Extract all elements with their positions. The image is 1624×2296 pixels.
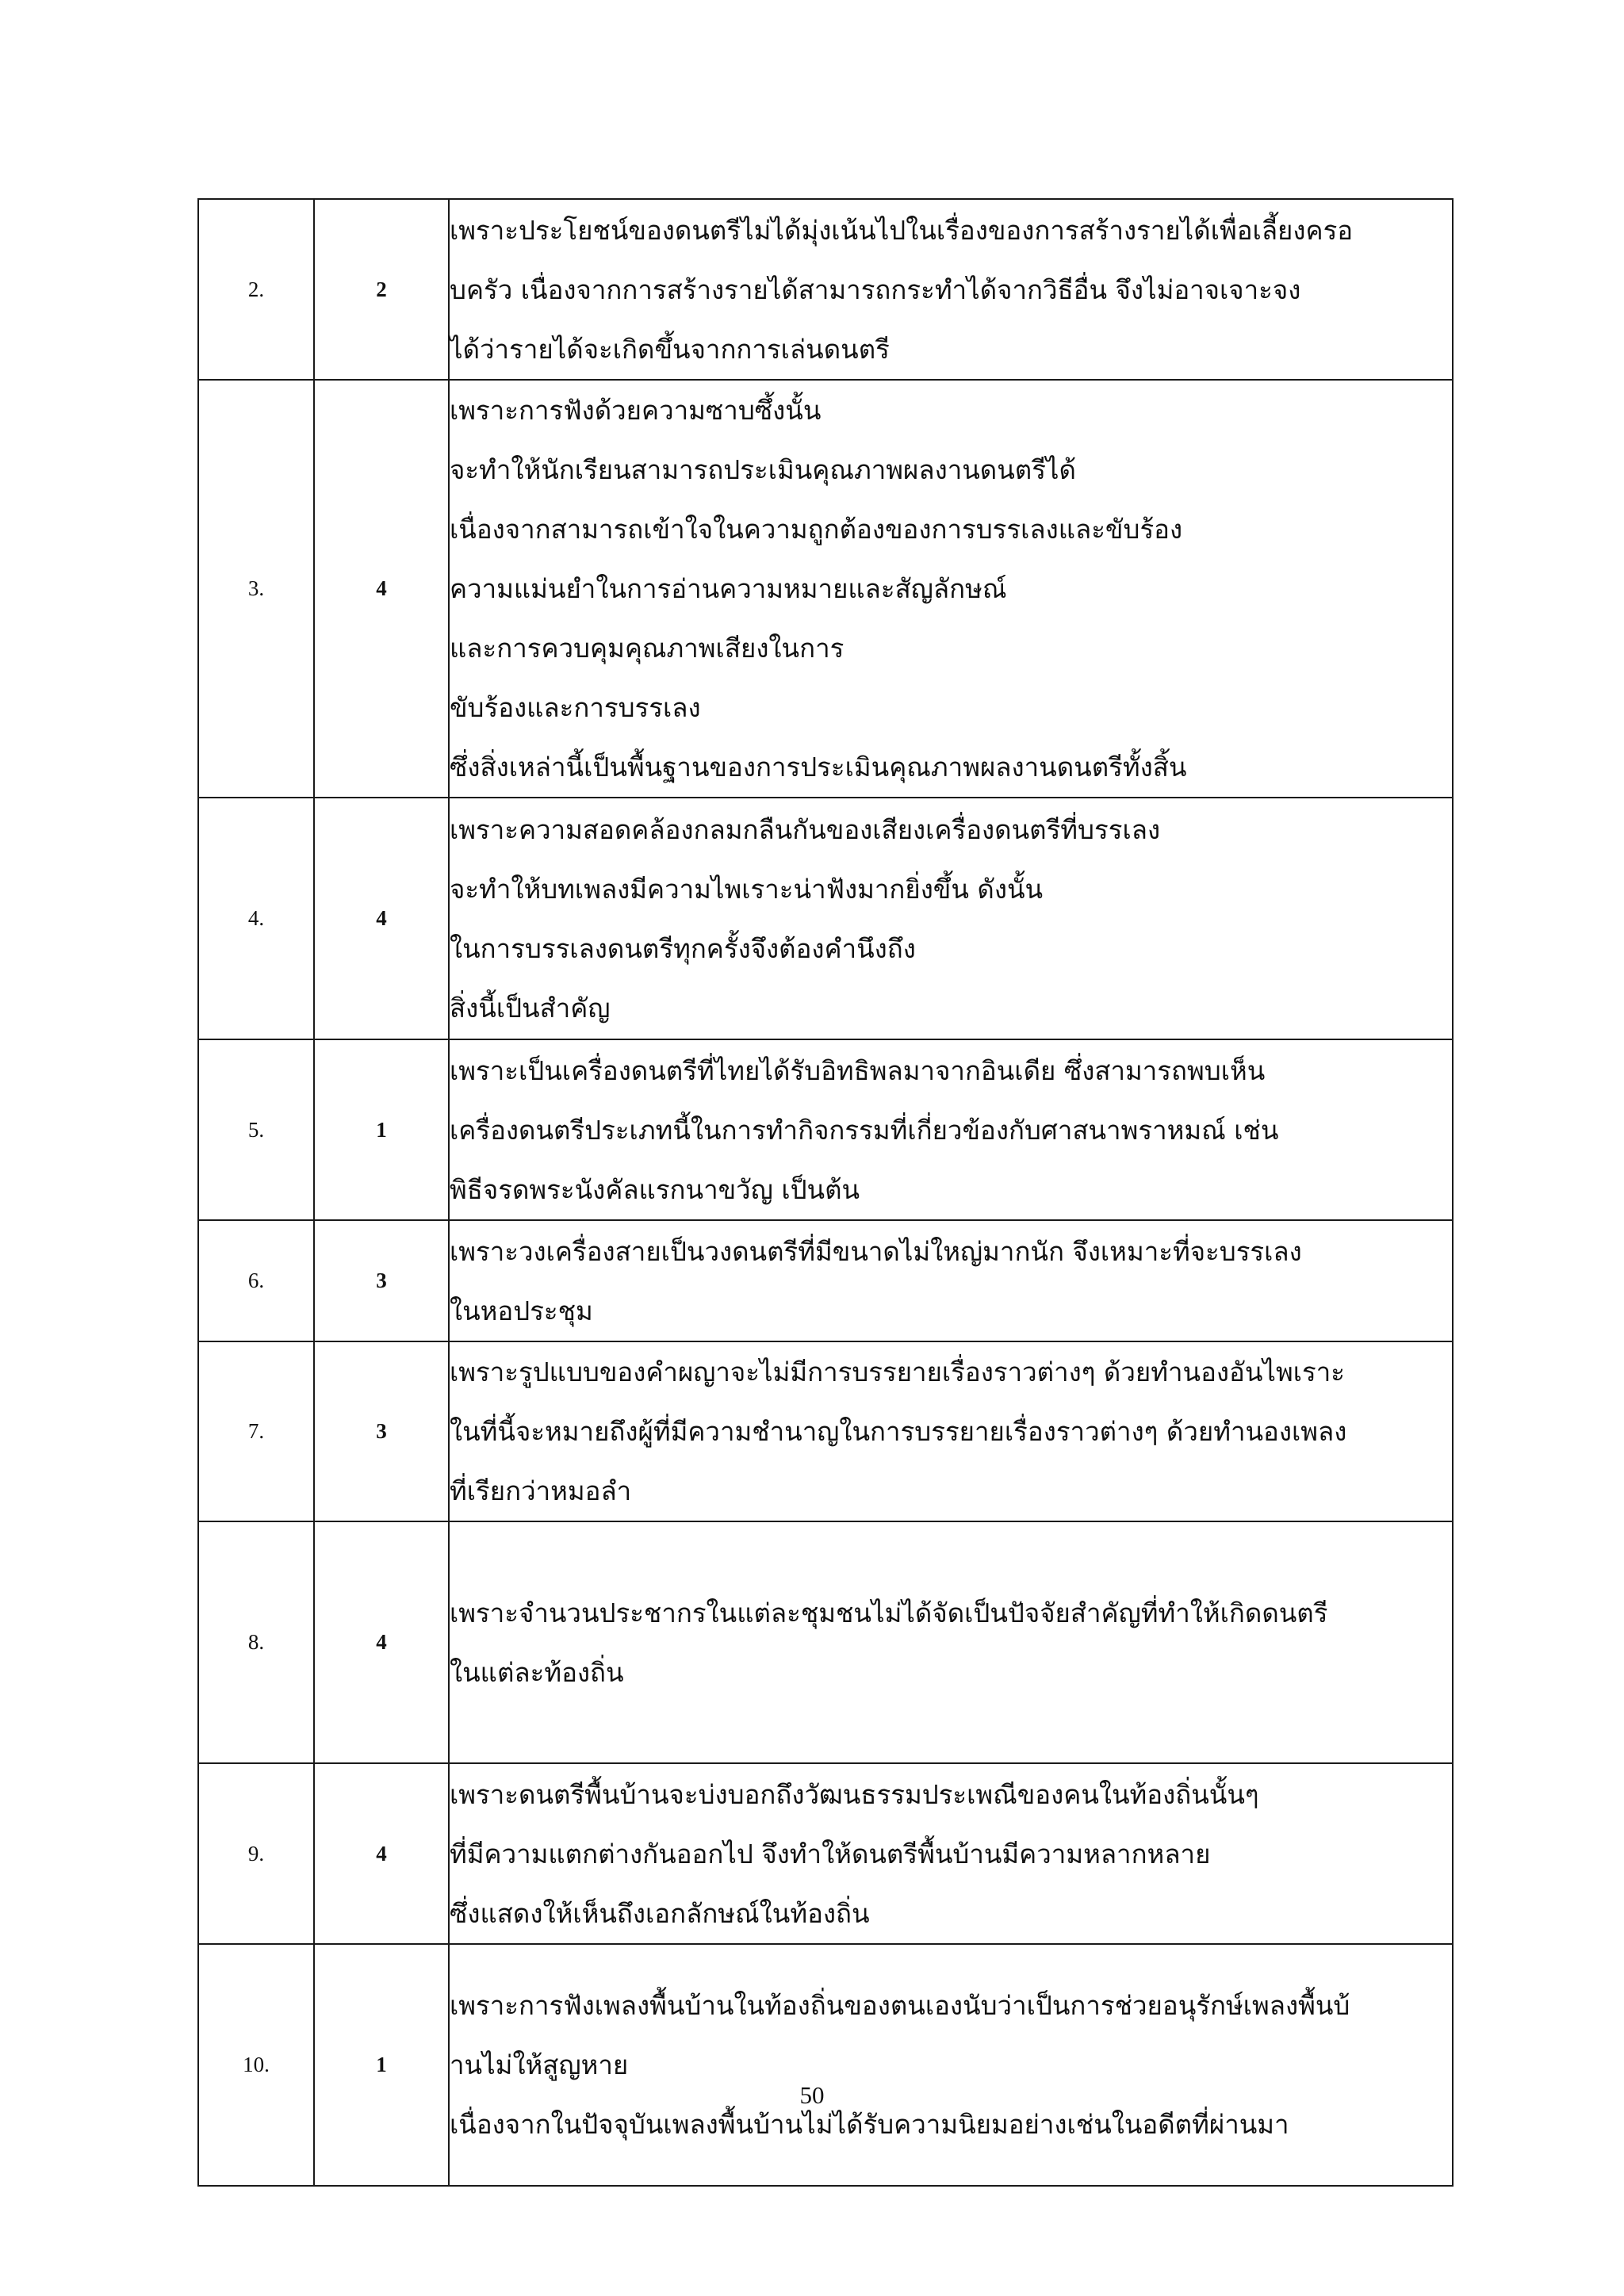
question-number-cell: 6. [198,1220,314,1341]
question-number-cell: 8. [198,1521,314,1763]
question-number-cell: 3. [198,380,314,798]
table-row [198,199,1453,380]
answer-explanation-table [197,198,1454,2187]
explanation-line: ในการบรรเลงดนตรีทุกครั้งจึงต้องคำนึงถึง [450,932,916,964]
explanation-line: ความแม่นยำในการอ่านความหมายและสัญลักษณ์ [450,573,1007,604]
question-number-cell: 7. [198,1341,314,1521]
answer-cell: 4 [314,380,449,798]
answer-cell: 2 [314,199,449,380]
explanation-line: ที่มีความแตกต่างกันออกไป จึงทำให้ดนตรีพื้นบ้านมีความหลากหลาย [450,1838,1211,1869]
explanation-line: ที่เรียกว่าหมอลำ [450,1475,632,1506]
table-row [198,1341,1453,1521]
explanation-line: เพราะการฟังเพลงพื้นบ้านในท้องถิ่นของตนเองนับว่าเป็นการช่วยอนุรักษ์เพลงพื้นบ้ [450,1990,1350,2021]
page-number: 50 [799,2081,825,2109]
explanation-line: ขับร้องและการบรรเลง [450,692,701,723]
explanation-line: เพราะจำนวนประชากรในแต่ละชุมชนไม่ได้จัดเป็นปัจจัยสำคัญที่ทำให้เกิดดนตรี [450,1597,1328,1628]
table-row [198,1763,1453,1944]
explanation-line: เพราะประโยชน์ของดนตรีไม่ได้มุ่งเน้นไปในเรื่องของการสร้างรายได้เพื่อเลี้ยงครอ [450,214,1354,246]
table-row [198,1944,1453,2186]
question-number-cell: 5. [198,1039,314,1220]
explanation-line: เพราะดนตรีพื้นบ้านจะบ่งบอกถึงวัฒนธรรมประเพณีของคนในท้องถิ่นนั้นๆ [450,1778,1259,1810]
answer-cell: 4 [314,798,449,1039]
question-number-cell: 4. [198,798,314,1039]
explanation-line: เครื่องดนตรีประเภทนี้ในการทำกิจกรรมที่เกี่ยวข้องกับศาสนาพราหมณ์ เช่น [450,1114,1279,1146]
explanation-line: เนื่องจากสามารถเข้าใจในความถูกต้องของการบรรเลงและขับร้อง [450,514,1183,545]
explanation-line: เพราะการฟังด้วยความซาบซึ้งนั้น [450,395,822,426]
explanation-line: ซึ่งสิ่งเหล่านี้เป็นพื้นฐานของการประเมินคุณภาพผลงานดนตรีทั้งสิ้น [450,752,1187,783]
question-number-cell: 10. [198,1944,314,2186]
explanation-line: และการควบคุมคุณภาพเสียงในการ [450,633,845,664]
answer-cell: 1 [314,1039,449,1220]
table-row [198,1039,1453,1220]
explanation-line: จะทำให้บทเพลงมีความไพเราะน่าฟังมากยิ่งขึ้น ดังนั้น [450,873,1044,905]
answer-cell: 4 [314,1521,449,1763]
question-number-cell: 9. [198,1763,314,1944]
explanation-line: ในที่นี้จะหมายถึงผู้ที่มีความชำนาญในการบรรยายเรื่องราวต่างๆ ด้วยทำนองเพลง [450,1416,1347,1447]
explanation-cell [449,380,1453,798]
explanation-cell [449,1039,1453,1220]
explanation-cell [449,199,1453,380]
table-row [198,1220,1453,1341]
table-row [198,1521,1453,1763]
explanation-line: ได้ว่ารายได้จะเกิดขึ้นจากการเล่นดนตรี [450,333,890,365]
table-row [198,798,1453,1039]
answer-cell: 4 [314,1763,449,1944]
explanation-cell [449,1220,1453,1341]
explanation-line: บครัว เนื่องจากการสร้างรายได้สามารถกระทำได้จากวิธีอื่น จึงไม่อาจเจาะจง [450,274,1301,305]
answer-cell: 3 [314,1220,449,1341]
explanation-line: ซึ่งแสดงให้เห็นถึงเอกลักษณ์ในท้องถิ่น [450,1897,870,1929]
explanation-line: เพราะความสอดคล้องกลมกลืนกันของเสียงเครื่องดนตรีที่บรรเลง [450,813,1161,845]
explanation-line: เพราะเป็นเครื่องดนตรีที่ไทยได้รับอิทธิพลมาจากอินเดีย ซึ่งสามารถพบเห็น [450,1054,1266,1086]
question-number-cell: 2. [198,199,314,380]
answer-cell: 3 [314,1341,449,1521]
explanation-line: สิ่งนี้เป็นสำคัญ [450,992,611,1024]
explanation-cell [449,1763,1453,1944]
explanation-line: ในหอประชุม [450,1295,593,1326]
explanation-cell [449,1341,1453,1521]
explanation-line: พิธีจรดพระนังคัลแรกนาขวัญ เป็นต้น [450,1173,860,1205]
explanation-cell [449,1521,1453,1763]
explanation-cell [449,1944,1453,2186]
explanation-line: เนื่องจากในปัจจุบันเพลงพื้นบ้านไม่ได้รับความนิยมอย่างเช่นในอดีตที่ผ่านมา [450,2109,1289,2140]
explanation-line: านไม่ให้สูญหาย [450,2049,629,2080]
explanation-line: เพราะวงเครื่องสายเป็นวงดนตรีที่มีขนาดไม่ใหญ่มากนัก จึงเหมาะที่จะบรรเลง [450,1235,1302,1267]
table-body [198,199,1453,2186]
explanation-line: ในแต่ละท้องถิ่น [450,1656,624,1688]
explanation-line: จะทำให้นักเรียนสามารถประเมินคุณภาพผลงานดนตรีได้ [450,454,1076,485]
explanation-cell [449,798,1453,1039]
answer-cell: 1 [314,1944,449,2186]
table-row [198,380,1453,798]
explanation-line: เพราะรูปแบบของคำผญาจะไม่มีการบรรยายเรื่องราวต่างๆ ด้วยทำนองอันไพเราะ [450,1357,1345,1387]
